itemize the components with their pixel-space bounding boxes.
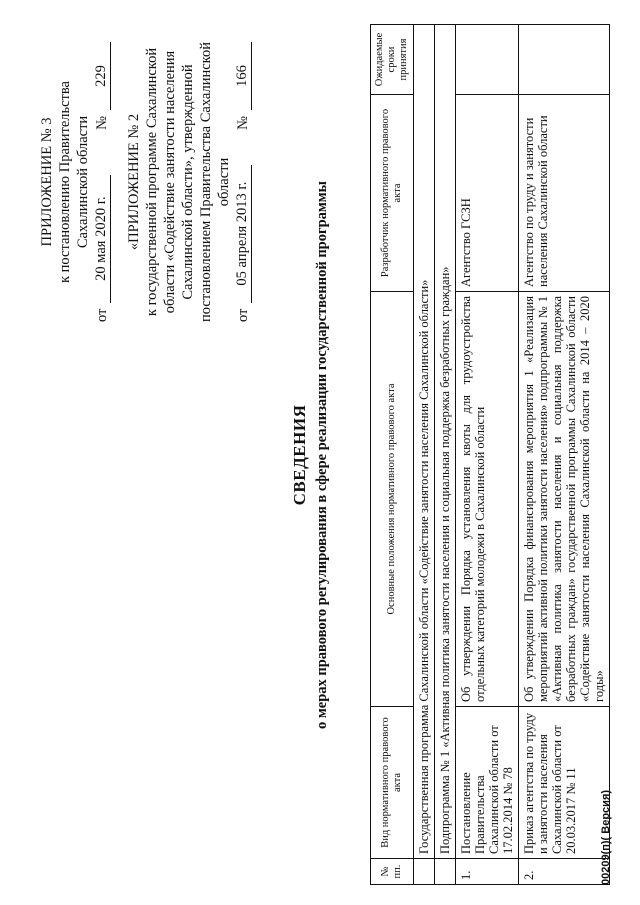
annex-date-line — [233, 42, 252, 322]
resolution-date-line — [92, 42, 111, 322]
subprogram-title: Подпрограмма № 1 «Активная политика занятости населения и социальная поддержка безработных граждан» — [435, 25, 456, 859]
table-header-row — [371, 25, 414, 885]
table-row — [519, 25, 610, 885]
appendix-title: ПРИЛОЖЕНИЕ № 3 — [39, 117, 55, 247]
annex-number-label: № — [235, 116, 251, 130]
annex-number: 166 — [233, 42, 252, 110]
row-developer: Агентство ГСЗН — [456, 95, 519, 292]
row-act-type: Постановление Правительства Сахалинской области от 17.02.2014 № 78 — [456, 707, 519, 859]
row-developer: Агентство по труду и занятости населения Сахалинской области — [519, 95, 610, 292]
header-act-content: Основные положения нормативного правового акта — [371, 292, 414, 707]
row-deadline — [519, 25, 610, 95]
resolution-line-2: Сахалинской области — [75, 115, 91, 249]
from-label: от — [94, 308, 110, 322]
row-act-content: Об утверждении Порядка финансирования мероприятия 1 «Реализация мероприятий активной политики занятости населения» подпрограммы № 1 «Активная политика занятости населения и социальная поддержка безработных граждан» государственной программы Сахалинской области «Содействие занятости населения Сахалинской области на 2014 – 2020 годы» — [519, 292, 610, 707]
table-row-program — [414, 25, 435, 885]
rotated-document-page — [20, 25, 620, 885]
row-act-content: Об утверждении Порядка установления квоты для трудоустройства отдельных категорий молодежи в Сахалинской области — [456, 292, 519, 707]
document-title: СВЕДЕНИЯ — [290, 404, 309, 506]
row-num: 1. — [456, 859, 519, 885]
annex-from-label: от — [235, 308, 251, 322]
table-row-subprogram — [435, 25, 456, 885]
row-deadline — [456, 25, 519, 95]
number-label: № — [94, 116, 110, 130]
annex-quote: «ПРИЛОЖЕНИЕ № 2 — [126, 113, 142, 251]
program-title: Государственная программа Сахалинской области «Содействие занятости населения Сахалинской области» — [414, 25, 435, 859]
row-act-type: Приказ агентства по труду и занятости населения Сахалинской области от 20.03.2017 № 11 — [519, 707, 610, 859]
header-developer: Разработчик нормативного правового акта — [371, 95, 414, 292]
document-heading — [290, 25, 331, 885]
annex-date: 05 апреля 2013 г. — [233, 165, 252, 303]
resolution-line-1: к постановлению Правительства — [57, 81, 73, 283]
header-act-type: Вид нормативного правового акта — [371, 707, 414, 859]
header-num: № пп. — [371, 859, 414, 885]
footer-code: 00209(п)( Версия) — [600, 789, 612, 885]
annex-text: к государственной программе Сахалинской области «Содействие занятости населения Сахалинской области», утвержденной постановлением Правительства Сахалинской области — [144, 42, 232, 322]
approval-stamp-block — [38, 42, 252, 322]
resolution-number: 229 — [92, 42, 111, 110]
resolution-date: 20 мая 2020 г. — [92, 175, 111, 303]
header-deadline: Ожидаемые сроки принятия — [371, 25, 414, 95]
regulation-table — [370, 24, 610, 885]
document-subtitle: о мерах правового регулирования в сфере реализации государственной программы — [314, 181, 330, 729]
row-num: 2. — [519, 859, 610, 885]
table-row — [456, 25, 519, 885]
